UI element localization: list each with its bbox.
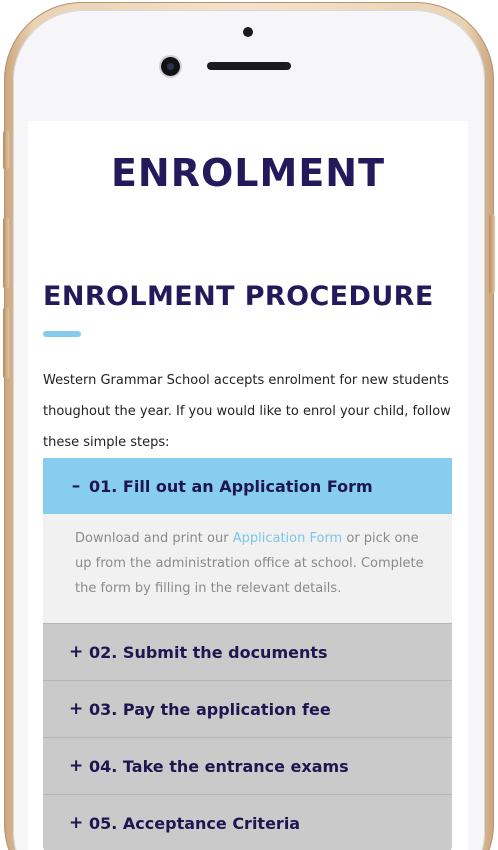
section-title: ENROLMENT PROCEDURE <box>43 281 434 312</box>
expand-plus-icon: + <box>69 642 84 662</box>
expand-plus-icon: + <box>69 756 84 776</box>
volume-up-button <box>3 217 9 289</box>
expand-plus-icon: + <box>69 813 84 833</box>
expand-plus-icon: + <box>69 699 84 719</box>
accordion-item-step-2 <box>43 623 452 680</box>
accordion-title-step-3: 03. Pay the application fee <box>89 699 331 719</box>
intro-paragraph: Western Grammar School accepts enrolment for new students thoughout the year. If you would like to enrol your child, follow these simple steps: <box>43 373 451 450</box>
accordion-header-step-4[interactable] <box>43 738 452 794</box>
power-button <box>489 214 495 294</box>
accordion-title-step-2: 02. Submit the documents <box>89 642 328 662</box>
earpiece-speaker-icon <box>207 62 291 70</box>
accordion-header-step-2[interactable] <box>43 624 452 680</box>
mute-switch <box>3 130 9 170</box>
accordion-item-step-4 <box>43 737 452 794</box>
collapse-minus-icon: – <box>71 476 81 496</box>
title-underline <box>43 331 81 337</box>
front-camera-icon <box>161 57 180 76</box>
page-title: ENROLMENT <box>110 151 386 195</box>
step-1-text-end: or pick one up from the administration office at school. Complete the form by filling in the relevant details. <box>75 531 424 596</box>
accordion-header-step-1[interactable] <box>43 458 452 514</box>
accordion-item-step-1 <box>43 458 452 623</box>
accordion-body-step-1 <box>43 514 452 623</box>
application-form-link[interactable]: Application Form <box>232 531 343 546</box>
accordion-header-step-5[interactable] <box>43 795 452 850</box>
accordion-title-step-1: 01. Fill out an Application Form <box>89 476 373 496</box>
volume-down-button <box>3 307 9 379</box>
accordion-title-step-4: 04. Take the entrance exams <box>89 756 349 776</box>
step-1-text-start: Download and print our <box>75 531 233 546</box>
enrolment-steps-accordion <box>43 458 452 850</box>
accordion-title-step-5: 05. Acceptance Criteria <box>89 813 301 833</box>
phone-screen <box>28 121 468 850</box>
accordion-header-step-3[interactable] <box>43 681 452 737</box>
proximity-sensor-icon <box>243 27 253 37</box>
accordion-item-step-3 <box>43 680 452 737</box>
accordion-item-step-5 <box>43 794 452 850</box>
